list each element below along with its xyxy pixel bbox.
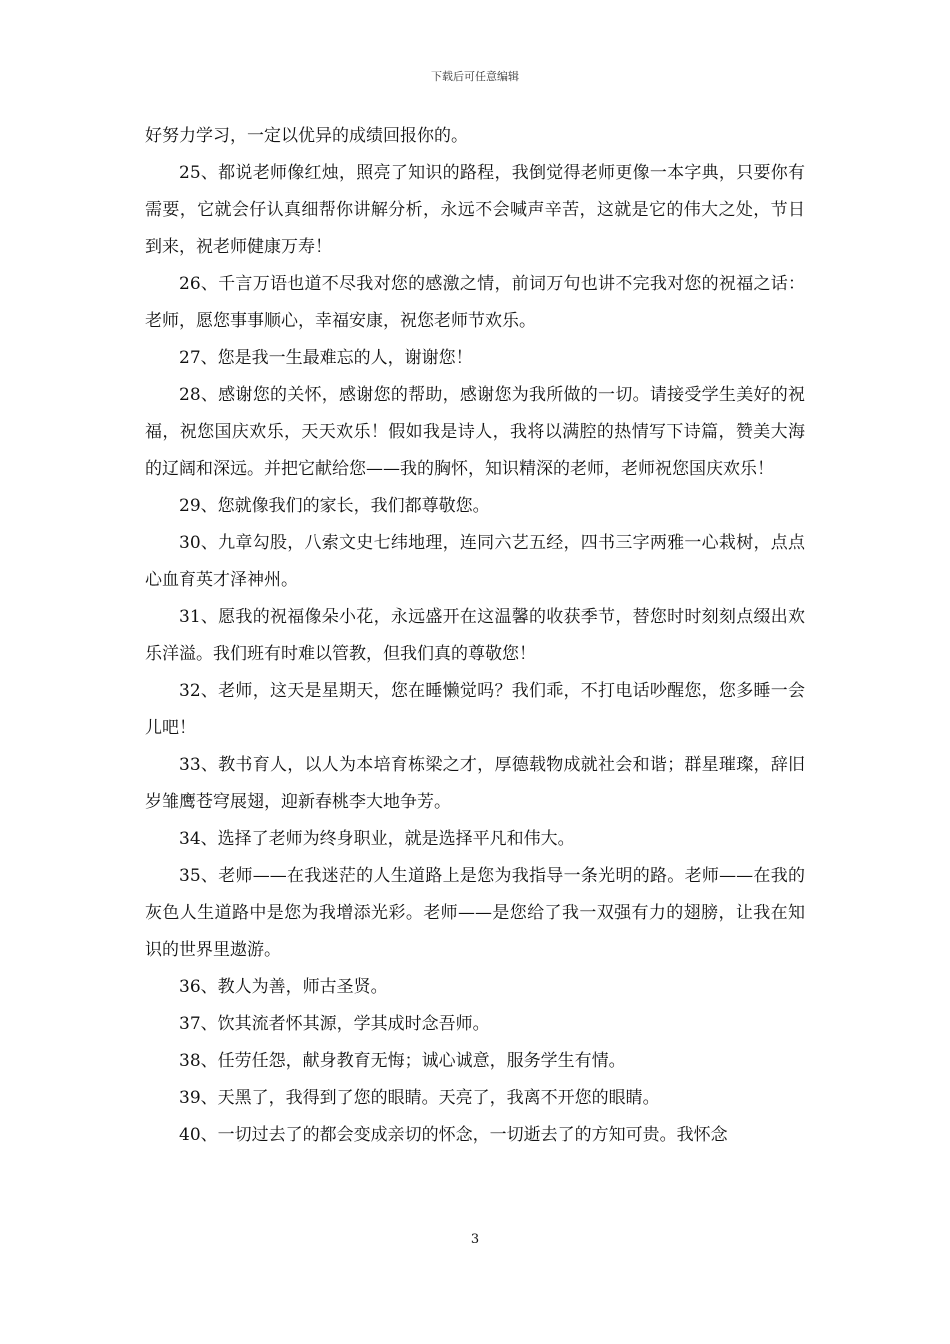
paragraph: 36、教人为善，师古圣贤。 — [179, 977, 388, 997]
paragraph: 31、愿我的祝福像朵小花，永远盛开在这温馨的收获季节，替您时时刻刻点缀出欢乐洋溢。我们班有时难以管教，但我们真的尊敬您！ — [145, 607, 805, 664]
paragraph: 39、天黑了，我得到了您的眼睛。天亮了，我离不开您的眼睛。 — [179, 1088, 660, 1108]
paragraph: 38、任劳任怨，献身教育无悔；诚心诚意，服务学生有情。 — [179, 1051, 626, 1071]
paragraph: 27、您是我一生最难忘的人，谢谢您！ — [179, 348, 473, 368]
paragraph: 32、老师，这天是星期天，您在睡懒觉吗？我们乖，不打电话吵醒您，您多睡一会儿吧！ — [145, 681, 805, 738]
paragraph: 28、感谢您的关怀，感谢您的帮助，感谢您为我所做的一切。请接受学生美好的祝福，祝您国庆欢乐，天天欢乐！假如我是诗人，我将以满腔的热情写下诗篇，赞美大海的辽阔和深远。并把它献给您——我的胸怀，知识精深的老师，老师祝您国庆欢乐！ — [145, 385, 805, 479]
paragraph: 30、九章勾股，八索文史七纬地理，连同六艺五经，四书三字两雅一心栽树，点点心血育英才泽神州。 — [145, 533, 805, 590]
paragraph: 37、饮其流者怀其源，学其成时念吾师。 — [179, 1014, 490, 1034]
paragraph: 35、老师——在我迷茫的人生道路上是您为我指导一条光明的路。老师——在我的灰色人生道路中是您为我增添光彩。老师——是您给了我一双强有力的翅膀，让我在知识的世界里遨游。 — [145, 866, 805, 960]
paragraph: 34、选择了老师为终身职业，就是选择平凡和伟大。 — [179, 829, 575, 849]
page-number: 3 — [470, 1232, 480, 1247]
paragraph: 33、教书育人，以人为本培育栋梁之才，厚德载物成就社会和谐；群星璀璨，辞旧岁雏鹰苍穹展翅，迎新春桃李大地争芳。 — [145, 755, 805, 812]
paragraph: 29、您就像我们的家长，我们都尊敬您。 — [179, 496, 490, 516]
paragraph: 好努力学习，一定以优异的成绩回报你的。 — [145, 126, 468, 146]
paragraph: 25、都说老师像红烛，照亮了知识的路程，我倒觉得老师更像一本字典，只要你有需要，它就会仔认真细帮你讲解分析，永远不会喊声辛苦，这就是它的伟大之处，节日到来，祝老师健康万寿！ — [145, 163, 805, 257]
page-header: 下载后可任意编辑 — [431, 70, 519, 83]
body-text — [145, 118, 805, 1154]
paragraph: 26、千言万语也道不尽我对您的感激之情，前词万句也讲不完我对您的祝福之话：老师，愿您事事顺心，幸福安康，祝您老师节欢乐。 — [145, 274, 805, 331]
paragraph: 40、一切过去了的都会变成亲切的怀念，一切逝去了的方知可贵。我怀念 — [179, 1125, 728, 1145]
